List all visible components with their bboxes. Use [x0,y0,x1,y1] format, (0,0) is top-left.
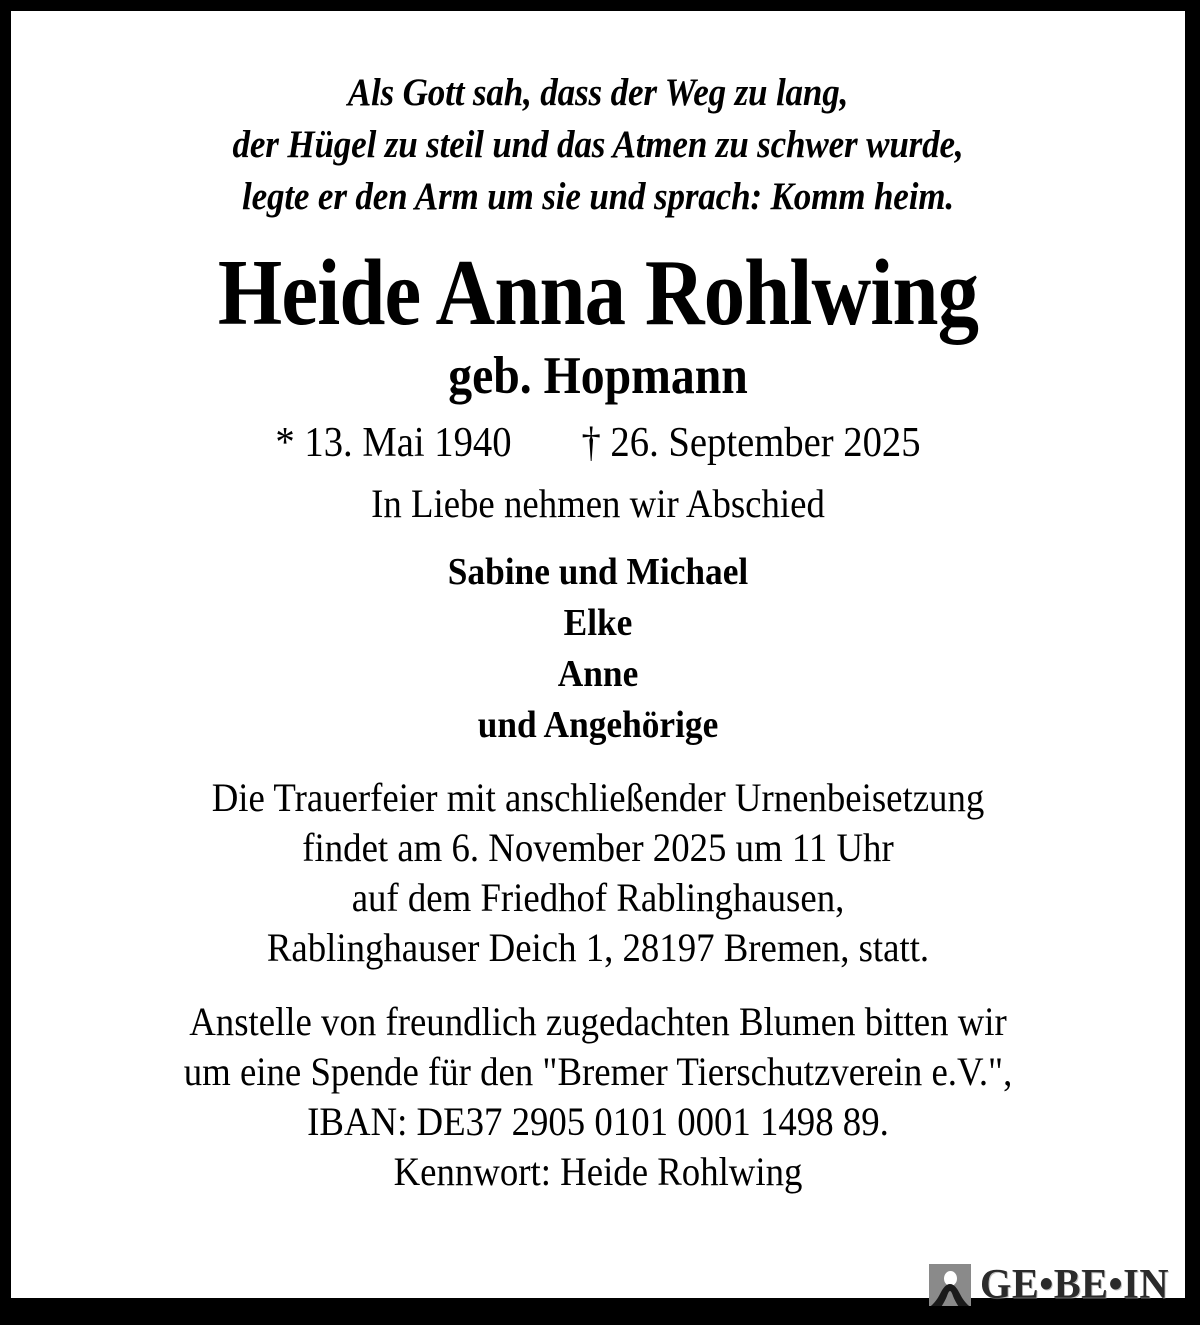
ceremony-line-2: findet am 6. November 2025 um 11 Uhr [302,825,894,870]
survivor-line: Anne [557,653,639,695]
ceremony-line-3: auf dem Friedhof Rablinghausen, [351,875,845,920]
verse-block [70,67,1127,223]
survivor-line: Sabine und Michael [447,551,749,593]
birth-date: * 13. Mai 1940 [275,420,512,466]
ceremony-details [58,773,1138,973]
verse-line-3: legte er den Arm um sie und sprach: Komm heim. [242,175,954,218]
figure-wings-shape [929,1284,971,1306]
survivor-line: Elke [563,602,633,644]
ceremony-line-1: Die Trauerfeier mit anschließender Urnenbeisetzung [211,775,985,820]
verse-line-2: der Hügel zu steil und das Atmen zu schwer wurde, [232,123,964,166]
donation-iban: IBAN: DE37 2905 0101 0001 1498 89. [307,1099,889,1144]
death-date: † 26. September 2025 [581,420,921,466]
survivor-line: und Angehörige [477,704,719,746]
farewell-line: In Liebe nehmen wir Abschied [371,481,825,526]
deceased-name: Heide Anna Rohlwing [217,241,979,345]
donation-keyword: Kennwort: Heide Rohlwing [393,1149,803,1194]
gebein-figure-icon [929,1264,971,1306]
deceased-maiden-name: geb. Hopmann [448,347,748,405]
donation-line-2: um eine Spende für den "Bremer Tierschutzverein e.V.", [183,1049,1013,1094]
funeral-home-logo [929,1258,1177,1312]
survivors-block [52,547,1144,751]
ceremony-line-4: Rablinghauser Deich 1, 28197 Bremen, statt. [266,925,930,970]
funeral-home-name: GE•BE•IN [980,1262,1170,1308]
notice-sheet [11,11,1185,1312]
verse-line-1: Als Gott sah, dass der Weg zu lang, [347,71,849,114]
donation-details [58,997,1138,1197]
life-dates [58,419,1138,467]
donation-line-1: Anstelle von freundlich zugedachten Blumen bitten wir [189,999,1007,1044]
